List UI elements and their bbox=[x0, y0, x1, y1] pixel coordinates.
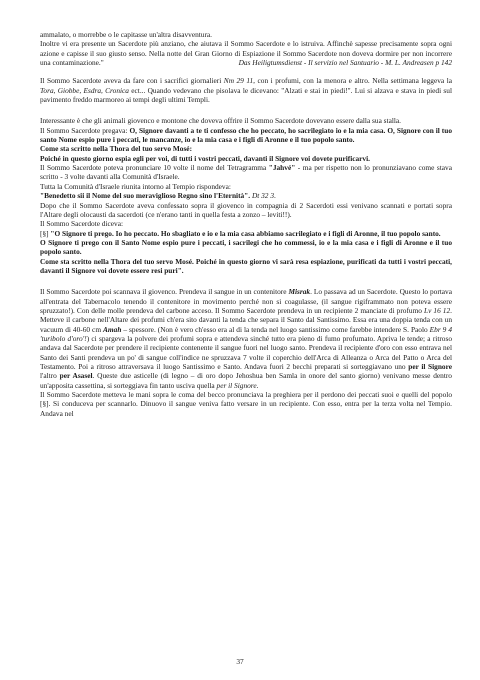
text-run: Inoltre vi era presente un Sacerdote più anziano, che aiutava il Sommo Sacerdote e lo istruiva. Affinchè sapesse precisamente sopra ogni azione e capisse il suo giusto senso. Nella notte del Gran Giorno di Espiazione il Sommo Sacerdote non doveva dormire per non incorrere una contaminazione." bbox=[40, 39, 452, 68]
lot-asasel: per Asasel bbox=[59, 371, 93, 381]
paragraph-daily-duties bbox=[40, 67, 452, 104]
section-mark: [§] bbox=[40, 228, 51, 238]
term-amah: Amah bbox=[103, 324, 122, 334]
scripture-ref: Dt 32 3 bbox=[251, 191, 274, 201]
text-run: Tutta la Comunità d'Israele riunita intorno al Tempio rispondeva: bbox=[40, 181, 231, 191]
text-run: Il Sommo Sacerdote metteva le mani sopra le coma del becco pronunciava la preghiera per il perdono dei peccati suoi e quelli del popolo [§]. Si conduceva per scannarlo. Dinuovo il sangue veniva fatto versare in un recipiente. Con esso, entra per la terza volta nel Tempio. Andava nel bbox=[40, 390, 452, 418]
text-run: Il Sommo Sacerdote pregava: bbox=[40, 125, 130, 135]
blessing-text: "Benedetto sii il Nome del suo meraviglioso Regno sino l'Eternità". bbox=[40, 191, 251, 201]
text-line: ammalato, o morrebbe o le capitasse un'altra disavventura. bbox=[40, 30, 213, 39]
text-run: . Queste due asticelle (di legno – di oro dopo Jehoshua ben Samla in onore del santo giorno) venivano messe dentro un'apposita cassettina, si sorteggiava fin tanto usciva quella bbox=[40, 371, 452, 390]
scripture-ref: Lv 16 12 bbox=[424, 305, 451, 315]
page-number: 37 bbox=[236, 657, 244, 666]
text-run: . bbox=[256, 380, 259, 390]
text-run: . Lo passava ad un Sacerdote. Questo lo portava all'entrata del Tabernacolo tenendo il contenitore in movimento perché non si coagulasse, (il sangue rigiframmato non poteva essere spruzzato!). Con delle molle prendeva del carbone acceso. Il Sommo Sacerdote prendeva in un recipiente 2 manciate di profumo bbox=[40, 287, 452, 315]
text-run: ect... Quando vedevano che pisolava le dicevano: "Alzati e stai in piedi!". Lui si alzava e stava in piedi sul pavimento freddo marmoreo ai tempi degli ultimi Templi. bbox=[40, 85, 453, 105]
text-run: ) ci spargeva la polvere dei profumi sopra e attendeva sinché tutto era pieno di fumo profumato. Apriva le tende; a ritroso andava dal Sacerdote per prendere il recipiente contenente il sangue fuori nel luogo santo. Prendeva il recipiente d'oro con esso entrava nel Santo dei Santi prendeva un po' di sangue coll'indice ne spruzzava 7 volte il coperchio dell'Arca di Alleanza o Arca del Patto o Arca del Testamento. Poi a ritroso attraversava il luogo Santissimo e Santo. Andava fuori 2 becchi preparati si sorteggiavano uno bbox=[40, 333, 453, 371]
text-run: Il Sommo Sacerdote diceva: bbox=[40, 219, 124, 229]
paragraph-offering: Interessante è che gli animali giovenco e montone che doveva offrire il Sommo Sacerdote dovevano essere dalla sua stalla. Il Sommo Sacerdote pregava: O, Signore davanti a te ti confesso che ho peccato, ho sacrilegiato io e la mia casa. O, Signore con il tuo santo Nome espio pure i peccati, le mancanze, io e la mia casa e i figli di Aronne e il tuo popolo santo. Come sta scritto nella Thora del tuo servo Mosé: Poiché in questo giorno espia egli per voi, di tutti i vostri peccati, davanti il Signore voi dovete purificarvi. Il Sommo Sacerdote poteva pronunciare 10 volte il nome del Tetragramma "Jahvé" - ma per rispetto non lo pronunziavano come stava scritto - 3 volte davanti alla Comunità d'Israele. Tutta la Comunità d'Israele riunita intorno al Tempio rispondeva: "Benedetto sii il Nome del suo meraviglioso Regno sino l'Eternità". Dt 32 3. Dopo che il Sommo Sacerdote aveva confessato sopra il giovenco in compagnia di 2 Sacerdoti essi venivano scannati e portati sopra l'Altare degli olocausti da sacerdoti (ce n'erano tanti in quella festa a zonzo – leviti!!). Il Sommo Sacerdote diceva: [§] "O Signore ti prego. Io ho peccato. Ho sbagliato e io e la mia casa abbiamo sacrilegiato e i figli di Aronne, il tuo popolo santo. O Signore ti prego con il Santo Nome espio pure i peccati, i sacrilegi che ho commessi, io e la mia casa e i figli di Aronne e il tuo popolo santo. Come sta scritto nella Thora del tuo servo Mosé. Poiché in questo giorno vi sarà resa espiazione, purificati da tutti i vostri peccati, davanti il Signore voi dovete essere resi puri". bbox=[40, 116, 452, 275]
text-run: Il Sommo Sacerdote aveva da fare con i sacrifici giornalieri bbox=[40, 76, 224, 86]
text-run: Il Sommo Sacerdote poteva pronunciare 10 volte il nome del Tetragramma bbox=[40, 163, 269, 173]
text-run: Il Sommo Sacerdote poi scannava il giovenco. Prendeva il sangue in un contenitore bbox=[40, 287, 289, 297]
prayer-text: Poiché in questo giorno espia egli per voi, di tutti i vostri peccati, davanti il Signore voi dovete purificarvi. bbox=[40, 153, 370, 163]
tetragram: "Jahvé" bbox=[268, 163, 296, 173]
lot-signore-italic: per il Signore bbox=[216, 380, 257, 390]
text-run: , con i profumi, con la menora e altro. Nella settimana leggeva la bbox=[253, 76, 452, 86]
prayer-text: "O Signore ti prego. Io ho peccato. Ho sbagliato e io e la mia casa abbiamo sacrilegiato e i figli di Aronne, il tuo popolo santo. bbox=[50, 228, 441, 238]
book-names: Tora, Giobbe, Esdra, Cronica bbox=[40, 85, 129, 95]
prayer-text: Come sta scritto nella Thora del tuo servo Mosé: bbox=[40, 144, 193, 154]
paragraph-intro bbox=[40, 30, 452, 67]
prayer-text: O, Signore davanti a te ti confesso che ho peccato, ho sacrilegiato io e la mia casa. O, Signore con il tuo santo Nome espio pure i peccati, le mancanze, io e la mia casa e i figli di Aronne e il tuo popolo santo. bbox=[40, 125, 452, 145]
prayer-text: Come sta scritto nella Thora del tuo servo Mosé. Poiché in questo giorno vi sarà resa espiazione, purificati da tutti i vostri peccati, davanti il Signore voi dovete essere resi puri". bbox=[40, 256, 452, 275]
text-run: Dopo che il Sommo Sacerdote aveva confessato sopra il giovenco in compagnia di 2 Sacerdoti essi venivano scannati e portati sopra l'Altare degli olocausti da sacerdoti (ce n'erano tanti in quella festa a zonzo – leviti!!). bbox=[40, 200, 452, 219]
text-run: l'altro bbox=[40, 371, 60, 381]
scripture-ref: Nm 29 11 bbox=[223, 76, 254, 86]
prayer-text: O Signore ti prego con il Santo Nome espio pure i peccati, i sacrilegi che ho commessi, io e la mia casa e i figli di Aronne e il tuo popolo santo. bbox=[40, 237, 452, 257]
citation: Das Heiligtumsdienst - Il servizio nel Santuario - M. L. Andreasen p 142 bbox=[238, 58, 452, 68]
text-run: - ma per rispetto non lo pronunziavano come stava scritto - 3 volte davanti alla Comunità d'Israele. bbox=[40, 163, 452, 182]
text-run: . Metteve il carbone nell'Altare dei profumi ch'era sito davanti la tenda che separa il Santo dal Santissimo. Essa era una doppia tenda con un vacuum di 40-60 cm bbox=[40, 305, 452, 334]
paragraph-sprinkling bbox=[40, 287, 452, 418]
text-run: – spessore. (Non è vero ch'esso era al di la tenda nel luogo santissimo come farebbe intendere S. Paolo bbox=[121, 324, 430, 334]
lot-signore: per il Signore bbox=[408, 362, 452, 371]
text-run: Interessante è che gli animali giovenco e montone che doveva offrire il Sommo Sacerdote dovevano essere dalla sua stalla. bbox=[40, 116, 402, 126]
scripture-ref: Ebr 9 4 'turibolo d'oro'! bbox=[40, 324, 453, 343]
page-body bbox=[40, 30, 452, 418]
term-misrak: Misrak bbox=[288, 287, 311, 297]
